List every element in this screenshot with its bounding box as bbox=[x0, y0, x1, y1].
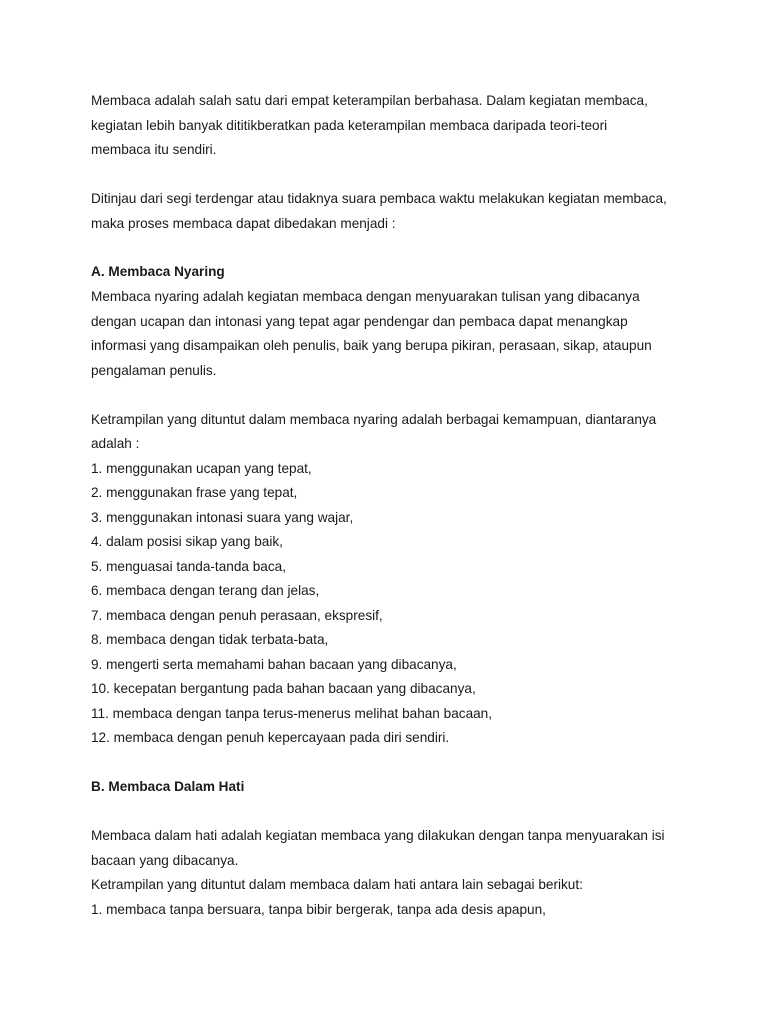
intro-line: membaca itu sendiri. bbox=[91, 142, 217, 157]
list-item: 10. kecepatan bergantung pada bahan bacaan yang dibacanya, bbox=[91, 681, 476, 696]
intro-line: maka proses membaca dapat dibedakan menjadi : bbox=[91, 216, 396, 231]
list-item: 1. menggunakan ucapan yang tepat, bbox=[91, 461, 312, 476]
list-item: 11. membaca dengan tanpa terus-menerus melihat bahan bacaan, bbox=[91, 706, 493, 721]
list-item: 8. membaca dengan tidak terbata-bata, bbox=[91, 632, 329, 647]
section-a-paragraph-line: informasi yang disampaikan oleh penulis, baik yang berupa pikiran, perasaan, sikap, ataupun bbox=[91, 338, 652, 353]
section-b-paragraph-line: Ketrampilan yang dituntut dalam membaca dalam hati antara lain sebagai berikut: bbox=[91, 877, 583, 892]
list-item: 6. membaca dengan terang dan jelas, bbox=[91, 583, 320, 598]
skills-intro-line: Ketrampilan yang dituntut dalam membaca nyaring adalah berbagai kemampuan, diantaranya bbox=[91, 412, 657, 427]
section-a-paragraph-line: pengalaman penulis. bbox=[91, 363, 217, 378]
section-a-paragraph-line: dengan ucapan dan intonasi yang tepat agar pendengar dan pembaca dapat menangkap bbox=[91, 314, 628, 329]
list-item: 2. menggunakan frase yang tepat, bbox=[91, 485, 298, 500]
section-a-paragraph-line: Membaca nyaring adalah kegiatan membaca dengan menyuarakan tulisan yang dibacanya bbox=[91, 289, 640, 304]
skills-intro-line: adalah : bbox=[91, 436, 140, 451]
intro-line: kegiatan lebih banyak dititikberatkan pada keterampilan membaca daripada teori-teori bbox=[91, 118, 608, 133]
list-item: 3. menggunakan intonasi suara yang wajar, bbox=[91, 510, 354, 525]
list-item: 12. membaca dengan penuh kepercayaan pada diri sendiri. bbox=[91, 730, 450, 745]
section-a-heading: A. Membaca Nyaring bbox=[91, 264, 225, 279]
intro-line: Membaca adalah salah satu dari empat keterampilan berbahasa. Dalam kegiatan membaca, bbox=[91, 93, 648, 108]
list-item: 7. membaca dengan penuh perasaan, ekspresif, bbox=[91, 608, 383, 623]
section-b-paragraph-line: bacaan yang dibacanya. bbox=[91, 853, 239, 868]
list-item: 5. menguasai tanda-tanda baca, bbox=[91, 559, 286, 574]
list-item: 4. dalam posisi sikap yang baik, bbox=[91, 534, 283, 549]
intro-line: Ditinjau dari segi terdengar atau tidaknya suara pembaca waktu melakukan kegiatan membaca, bbox=[91, 191, 667, 206]
list-item: 9. mengerti serta memahami bahan bacaan yang dibacanya, bbox=[91, 657, 457, 672]
section-b-paragraph-line: Membaca dalam hati adalah kegiatan membaca yang dilakukan dengan tanpa menyuarakan isi bbox=[91, 828, 665, 843]
section-b-paragraph-line: 1. membaca tanpa bersuara, tanpa bibir bergerak, tanpa ada desis apapun, bbox=[91, 902, 546, 917]
section-b-heading: B. Membaca Dalam Hati bbox=[91, 779, 245, 794]
